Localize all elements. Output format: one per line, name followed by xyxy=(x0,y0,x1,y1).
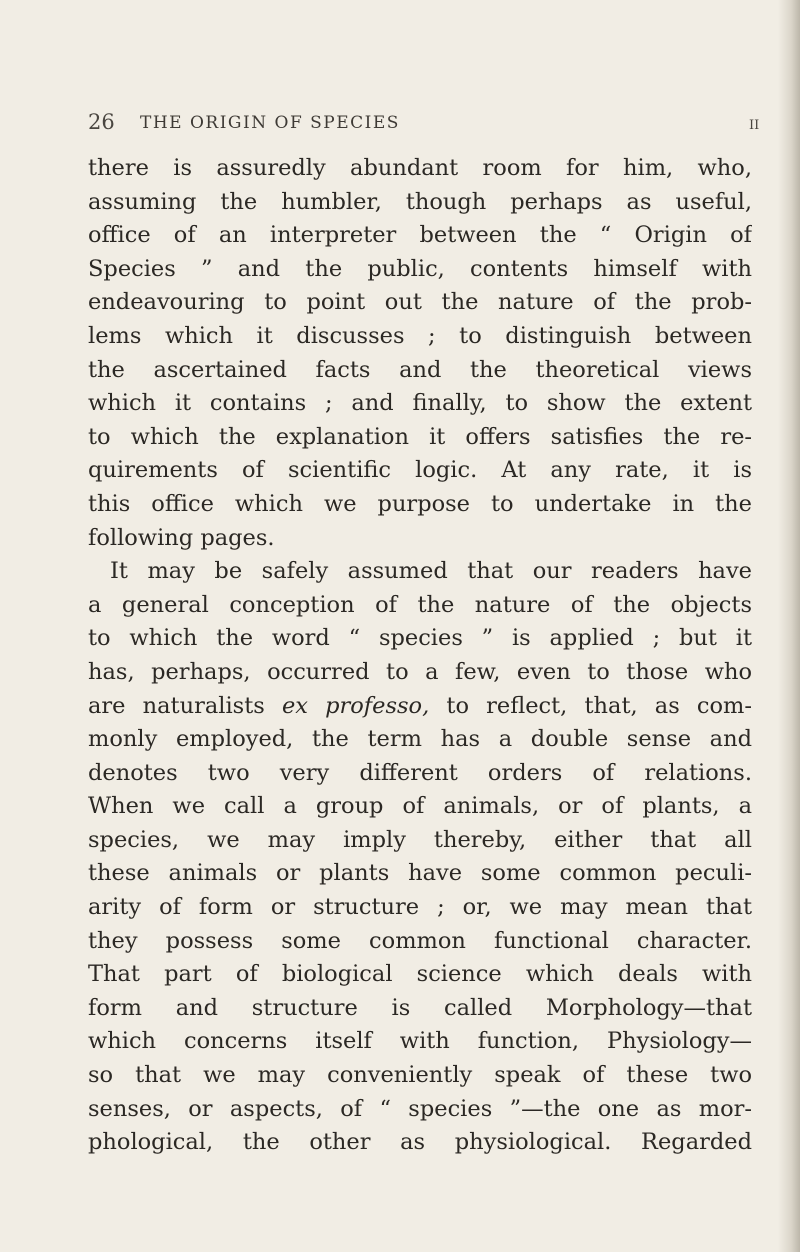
body-text xyxy=(88,152,752,1160)
text-line-with-italic xyxy=(88,690,752,724)
line-segment: are naturalists xyxy=(88,692,282,719)
text-line: this office which we purpose to undertake in the xyxy=(88,490,752,517)
italic-phrase: ex professo, xyxy=(281,692,430,719)
text-line: monly employed, the term has a double sense and xyxy=(88,726,752,753)
text-line: form and structure is called Morphology—that xyxy=(88,994,752,1021)
text-line: so that we may conveniently speak of these two xyxy=(88,1062,752,1089)
line-segment: to reflect, that, as com- xyxy=(429,692,752,719)
text-line: the ascertained facts and the theoretical views xyxy=(88,356,752,383)
running-header xyxy=(88,110,768,140)
text-line: to which the explanation it offers satisfies the re- xyxy=(88,423,752,450)
page-edge-shadow xyxy=(778,0,800,1252)
text-line: following pages. xyxy=(88,524,275,551)
text-line: species, we may imply thereby, either that all xyxy=(88,826,752,853)
text-line: which it contains ; and finally, to show the extent xyxy=(88,390,752,417)
text-line: these animals or plants have some common peculi- xyxy=(88,860,752,887)
page-number: 26 xyxy=(88,110,115,134)
text-line: there is assuredly abundant room for him, who, xyxy=(88,155,752,181)
text-line: denotes two very different orders of relations. xyxy=(88,759,752,786)
running-title: THE ORIGIN OF SPECIES xyxy=(140,113,400,133)
text-line: a general conception of the nature of the objects xyxy=(88,591,752,618)
text-line: assuming the humbler, though perhaps as useful, xyxy=(88,188,752,215)
text-line: endeavouring to point out the nature of the prob- xyxy=(88,289,752,316)
text-line: senses, or aspects, of “ species ”—the one as mor- xyxy=(88,1095,752,1122)
text-line: which concerns itself with function, Physiology— xyxy=(88,1028,752,1055)
text-line: to which the word “ species ” is applied ; but it xyxy=(88,625,752,652)
text-line: arity of form or structure ; or, we may mean that xyxy=(88,894,752,921)
text-line: phological, the other as physiological. Regarded xyxy=(88,1129,752,1156)
text-line: That part of biological science which deals with xyxy=(88,961,752,988)
text-line: quirements of scientific logic. At any rate, it is xyxy=(88,457,752,484)
text-line: they possess some common functional character. xyxy=(88,927,752,954)
text-line: office of an interpreter between the “ Origin of xyxy=(88,222,752,249)
chapter-numeral: II xyxy=(749,118,760,133)
text-line: When we call a group of animals, or of plants, a xyxy=(88,793,752,820)
text-line: lems which it discusses ; to distinguish between xyxy=(88,322,752,349)
text-line: It may be safely assumed that our readers have xyxy=(110,558,752,585)
text-line: has, perhaps, occurred to a few, even to those who xyxy=(88,658,752,685)
text-line: Species ” and the public, contents himself with xyxy=(88,255,752,282)
